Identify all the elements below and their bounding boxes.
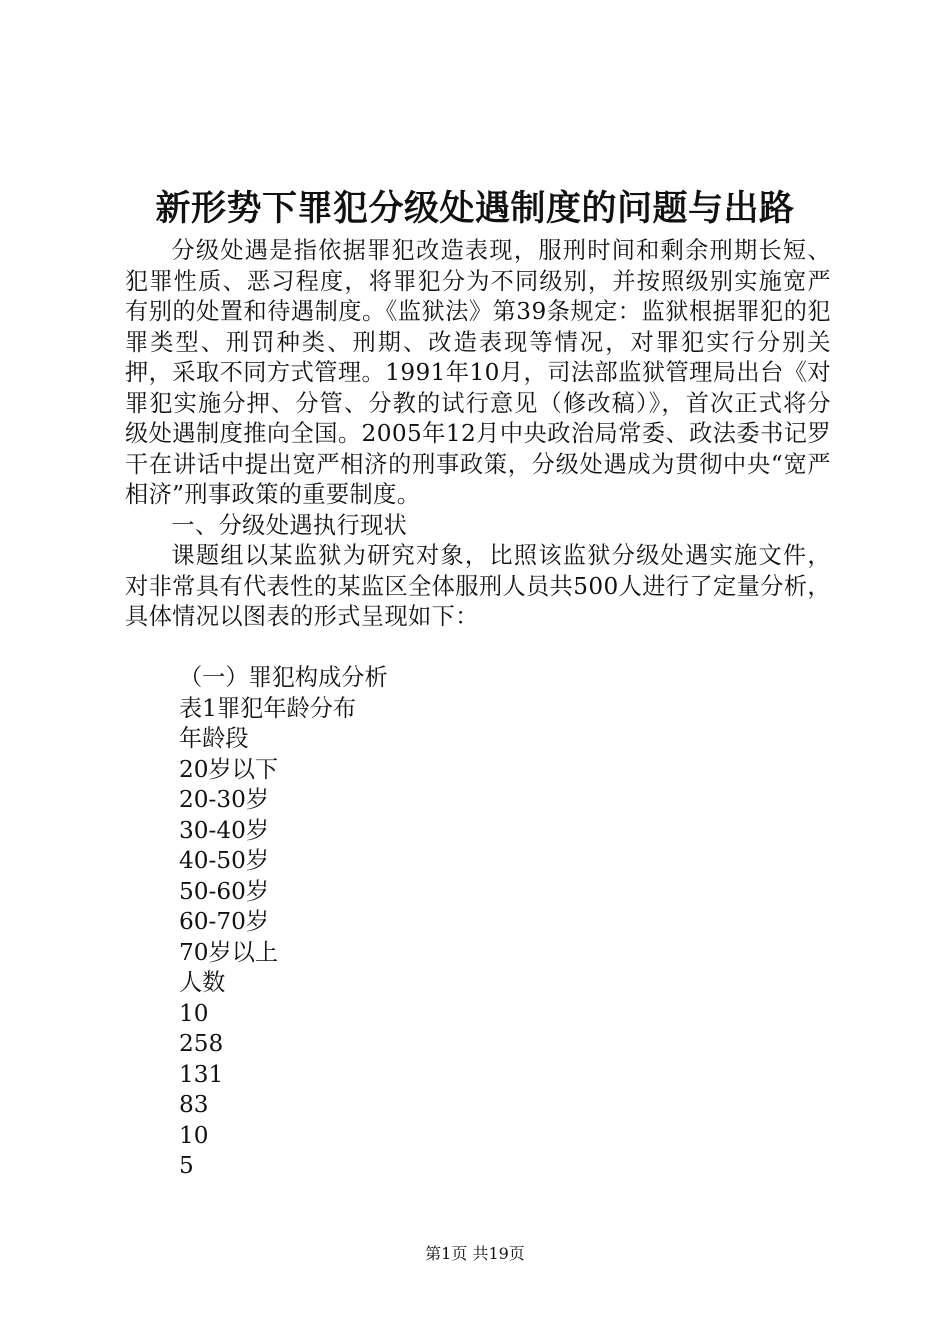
section-heading-status: 一、分级处遇执行现状 bbox=[171, 511, 408, 539]
subsection-heading: （一）罪犯构成分析 bbox=[179, 664, 388, 691]
intro-paragraph: 分级处遇是指依据罪犯改造表现，服刑时间和剩余刑期长短、犯罪性质、恶习程度，将罪犯分为不同级别，并按照级别实施宽严有别的处置和待遇制度。《监狱法》第39条规定：监狱根据罪犯的犯罪类型、刑罚种类、刑期、改造表现等情况，对罪犯实行分别关押，采取不同方式管理。1991年10月，司法部监狱管理局出台《对罪犯实施分押、分管、分教的试行意见（修改稿）》，首次正式将分级处遇制度推向全国。2005年12月中央政治局常委、政法委书记罗干在讲话中提出宽严相济的刑事政策，分级处遇成为贯彻中央“宽严相济”刑事政策的重要制度。 bbox=[125, 237, 831, 508]
count-column-header: 人数 bbox=[179, 969, 226, 996]
count-item: 258 bbox=[179, 1030, 224, 1057]
count-item: 10 bbox=[179, 1121, 209, 1149]
count-item: 5 bbox=[179, 1152, 194, 1179]
age-group-item: 50-60岁 bbox=[179, 877, 270, 905]
count-item: 131 bbox=[179, 1060, 224, 1088]
age-group-item: 40-50岁 bbox=[179, 847, 270, 874]
count-item: 10 bbox=[179, 999, 209, 1027]
age-distribution-block bbox=[179, 663, 388, 1182]
research-paragraph: 课题组以某监狱为研究对象，比照该监狱分级处遇实施文件，对非常具有代表性的某监区全体服刑人员共500人进行了定量分析，具体情况以图表的形式呈现如下： bbox=[125, 542, 831, 630]
age-group-item: 20-30岁 bbox=[179, 786, 270, 813]
age-group-item: 60-70岁 bbox=[179, 908, 270, 935]
document-body bbox=[125, 236, 831, 633]
age-column-header: 年龄段 bbox=[179, 725, 249, 752]
table-caption: 表1罪犯年龄分布 bbox=[179, 694, 357, 722]
document-title: 新形势下罪犯分级处遇制度的问题与出路 bbox=[155, 188, 795, 229]
age-group-item: 20岁以下 bbox=[179, 755, 279, 783]
age-group-item: 70岁以上 bbox=[179, 938, 279, 966]
age-group-item: 30-40岁 bbox=[179, 816, 270, 844]
page-footer: 第1页 共19页 bbox=[425, 1244, 525, 1263]
count-item: 83 bbox=[179, 1091, 209, 1118]
